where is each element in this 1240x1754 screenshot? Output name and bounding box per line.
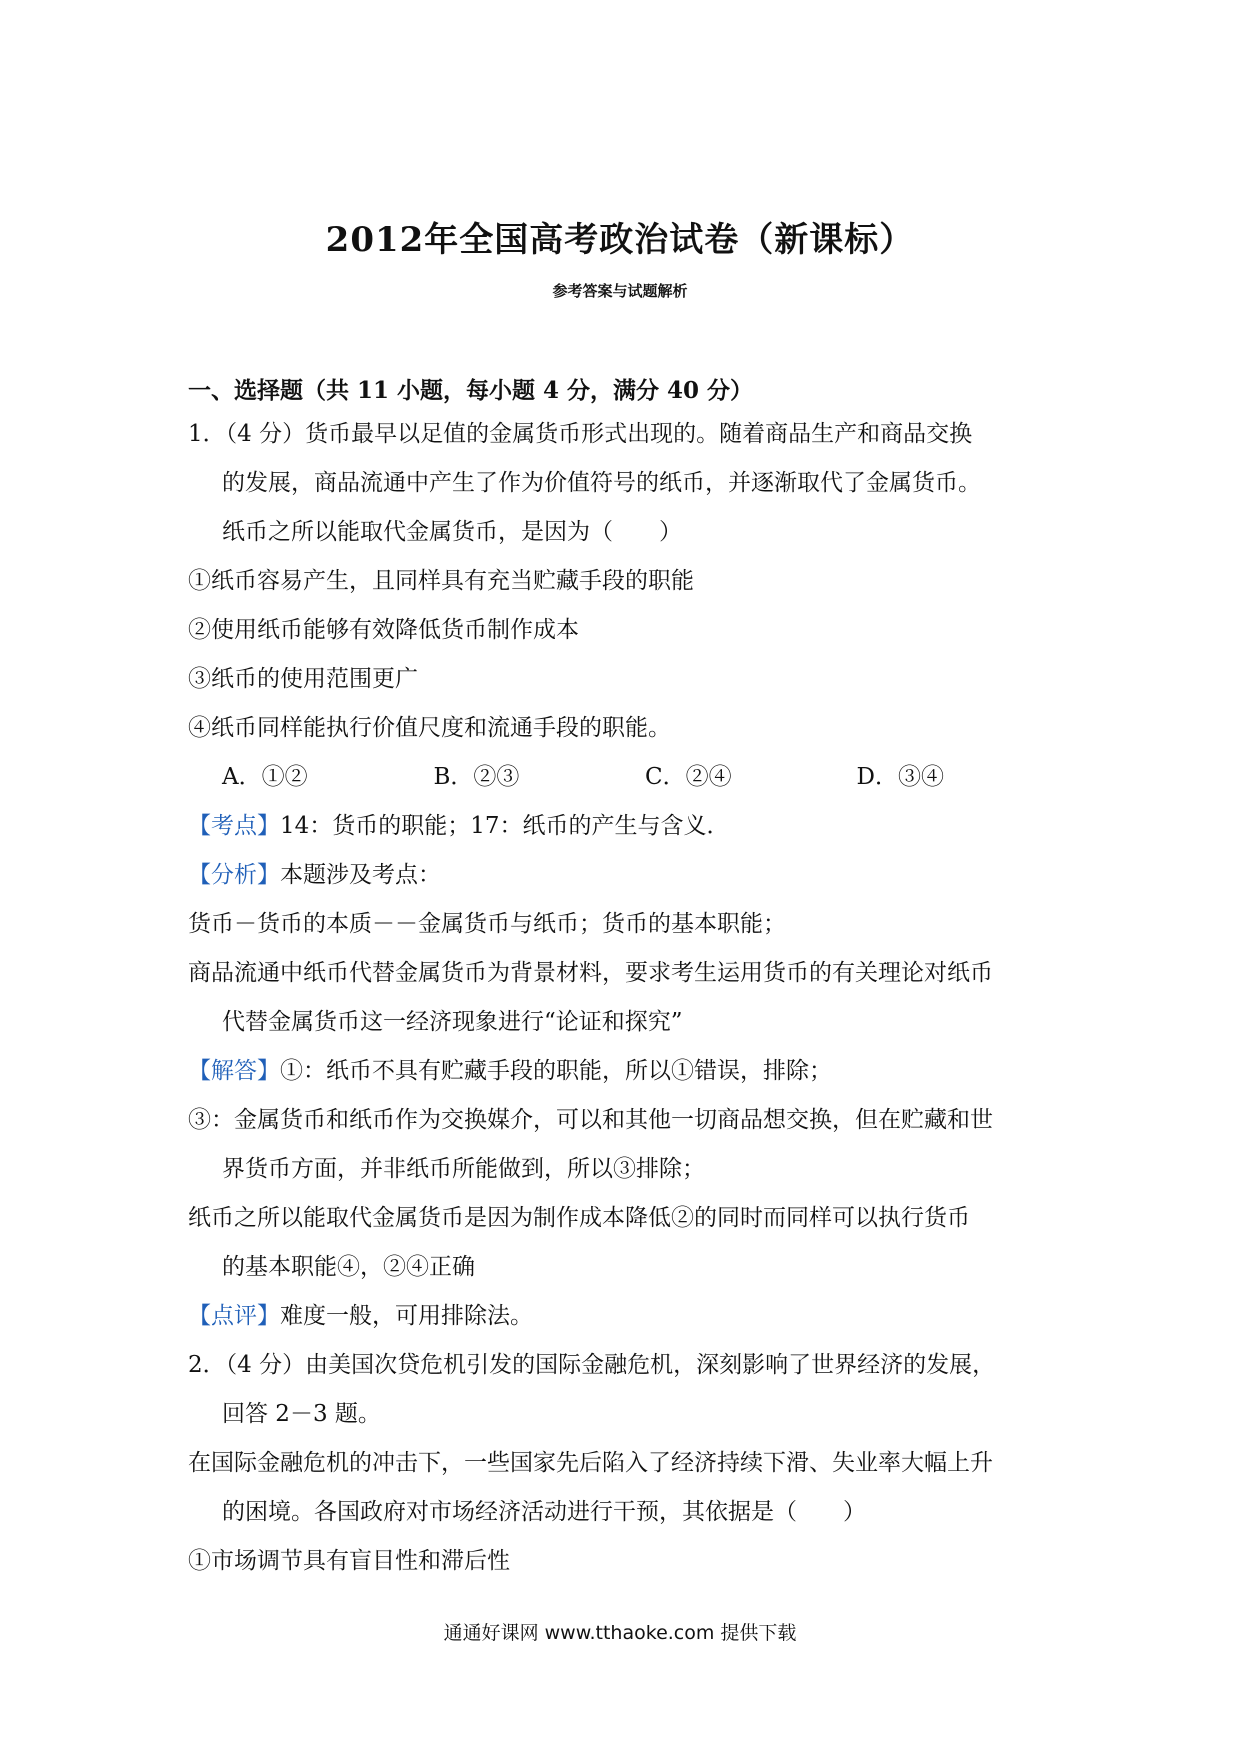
kaodian-text: 14：货币的职能；17：纸币的产生与含义． [280,813,730,839]
fenxi-line: 商品流通中纸币代替金属货币为背景材料，要求考生运用货币的有关理论对纸币 [188,960,993,986]
jieda-tag: 【解答】 [188,1058,280,1084]
q1-stem-line: 1．（4 分）货币最早以足值的金属货币形式出现的。随着商品生产和商品交换 [188,421,973,447]
page-subtitle: 参考答案与试题解析 [552,282,688,300]
dianping-text: 难度一般，可用排除法。 [280,1303,533,1329]
q1-item: ①纸币容易产生，且同样具有充当贮藏手段的职能 [188,568,694,594]
footer-download-note: 通通好课网 www.tthaoke.com 提供下载 [443,1622,797,1644]
fenxi-row [188,851,1068,900]
page-title: 2012年全国高考政治试卷（新课标） [325,220,915,260]
q2-stem-line: 的困境。各国政府对市场经济活动进行干预，其依据是（ ） [222,1499,866,1525]
q1-item: ④纸币同样能执行价值尺度和流通手段的职能。 [188,715,671,741]
dianping-row [188,1292,1068,1341]
q2-stem-line: 在国际金融危机的冲击下，一些国家先后陷入了经济持续下滑、失业率大幅上升 [188,1450,993,1476]
q1-item: ②使用纸币能够有效降低货币制作成本 [188,617,579,643]
jieda-line: ③：金属货币和纸币作为交换媒介，可以和其他一切商品想交换，但在贮藏和世 [188,1107,993,1133]
q1-options [188,753,1068,802]
q2-item: ①市场调节具有盲目性和滞后性 [188,1548,510,1574]
q1-item: ③纸币的使用范围更广 [188,666,418,692]
option-a: A．①② [222,764,308,790]
q2-stem-line: 回答 2－3 题。 [222,1401,381,1427]
option-d: D．③④ [856,764,944,790]
fenxi-tag: 【分析】 [188,862,280,888]
option-c: C．②④ [645,764,732,790]
option-b: B．②③ [433,764,520,790]
jieda-line: 纸币之所以能取代金属货币是因为制作成本降低②的同时而同样可以执行货币 [188,1205,970,1231]
jieda-text: ①：纸币不具有贮藏手段的职能，所以①错误，排除； [280,1058,832,1084]
dianping-tag: 【点评】 [188,1303,280,1329]
jieda-line: 的基本职能④，②④正确 [222,1254,475,1280]
kaodian-row [188,802,1068,851]
fenxi-line: 代替金属货币这一经济现象进行“论证和探究” [222,1009,683,1035]
q1-stem-line: 的发展，商品流通中产生了作为价值符号的纸币，并逐渐取代了金属货币。 [222,470,981,496]
fenxi-text: 本题涉及考点： [280,862,441,888]
fenxi-line: 货币－货币的本质－－金属货币与纸币；货币的基本职能； [188,911,786,937]
q2-stem-line: 2．（4 分）由美国次贷危机引发的国际金融危机，深刻影响了世界经济的发展， [188,1352,996,1378]
kaodian-tag: 【考点】 [188,813,280,839]
jieda-line: 界货币方面，并非纸币所能做到，所以③排除； [222,1156,705,1182]
question-content [188,410,1068,1586]
q1-stem-line: 纸币之所以能取代金属货币，是因为（ ） [222,519,682,545]
jieda-row [188,1047,1068,1096]
section-heading: 一、选择题（共 11 小题，每小题 4 分，满分 40 分） [188,377,754,404]
